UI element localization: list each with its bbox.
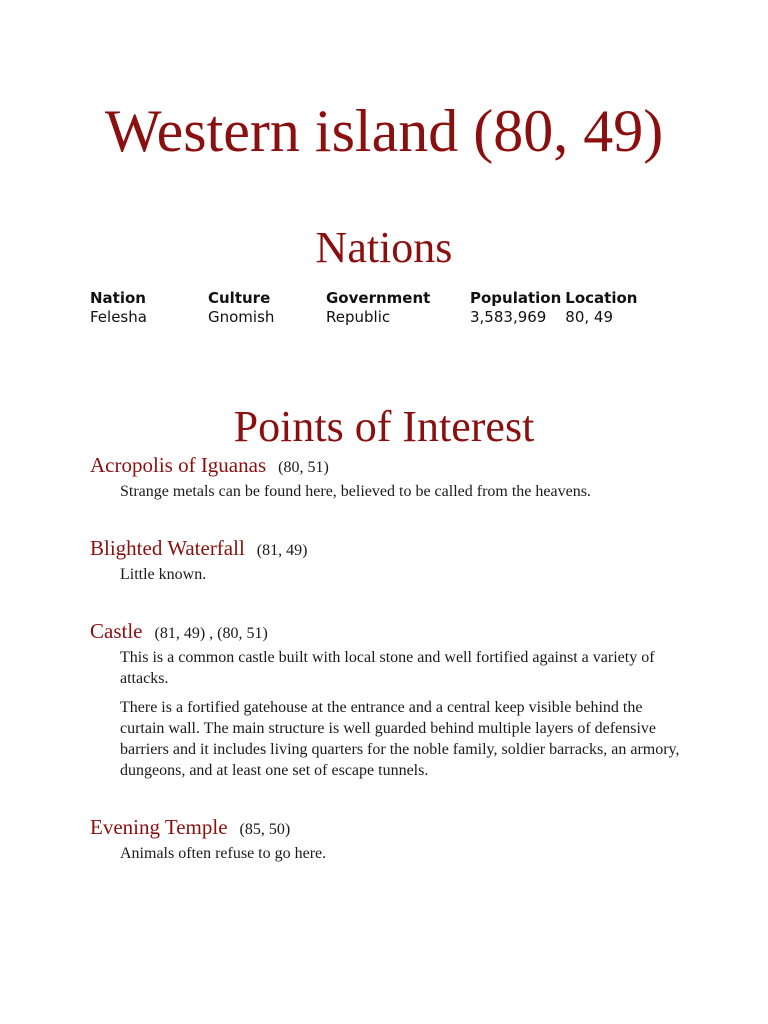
- poi-description: Little known.: [120, 566, 207, 583]
- poi-name: Acropolis of Iguanas: [90, 453, 267, 477]
- column-header-government: Government: [326, 289, 431, 307]
- poi-blighted-waterfall: [90, 535, 690, 585]
- cell-culture: Gnomish: [208, 308, 275, 326]
- cell-nation: Felesha: [90, 308, 147, 326]
- cell-location: 80, 49: [565, 308, 613, 326]
- poi-castle: [90, 618, 690, 781]
- cell-government: Republic: [326, 308, 391, 326]
- poi-name: Castle: [90, 619, 143, 643]
- nations-header-row: [88, 289, 639, 308]
- nations-table: [88, 289, 639, 327]
- poi-coords: (81, 49): [256, 542, 308, 559]
- poi-description: Animals often refuse to go here.: [120, 845, 327, 862]
- table-row: [88, 308, 639, 327]
- column-header-population: Population: [470, 289, 562, 307]
- poi-name: Evening Temple: [90, 815, 228, 839]
- poi-coords: (85, 50): [239, 821, 291, 838]
- poi-header: [90, 618, 690, 647]
- poi-name: Blighted Waterfall: [90, 536, 245, 560]
- cell-population: 3,583,969: [470, 308, 547, 326]
- nations-heading: Nations: [315, 223, 453, 272]
- poi-description: There is a fortified gatehouse at the entrance and a central keep visible behind the curtain wall. The main structure is well guarded behind multiple layers of defensive barriers and it includes living quarters for the noble family, soldier barracks, an armory, dungeons, and at least one set of escape tunnels.: [120, 699, 680, 779]
- points-of-interest-heading: Points of Interest: [233, 402, 535, 451]
- poi-header: [90, 535, 690, 564]
- poi-coords: (81, 49) , (80, 51): [154, 625, 268, 642]
- poi-header: [90, 814, 690, 843]
- poi-acropolis-of-iguanas: [90, 452, 690, 502]
- column-header-location: Location: [565, 289, 638, 307]
- points-of-interest-list: [90, 452, 690, 897]
- poi-description: Strange metals can be found here, believed to be called from the heavens.: [120, 483, 591, 500]
- poi-description: This is a common castle built with local stone and well fortified against a variety of attacks.: [120, 649, 655, 687]
- poi-coords: (80, 51): [278, 459, 329, 476]
- poi-header: [90, 452, 690, 481]
- column-header-nation: Nation: [90, 289, 146, 307]
- page-title: Western island (80, 49): [104, 98, 664, 164]
- poi-evening-temple: [90, 814, 690, 864]
- column-header-culture: Culture: [208, 289, 271, 307]
